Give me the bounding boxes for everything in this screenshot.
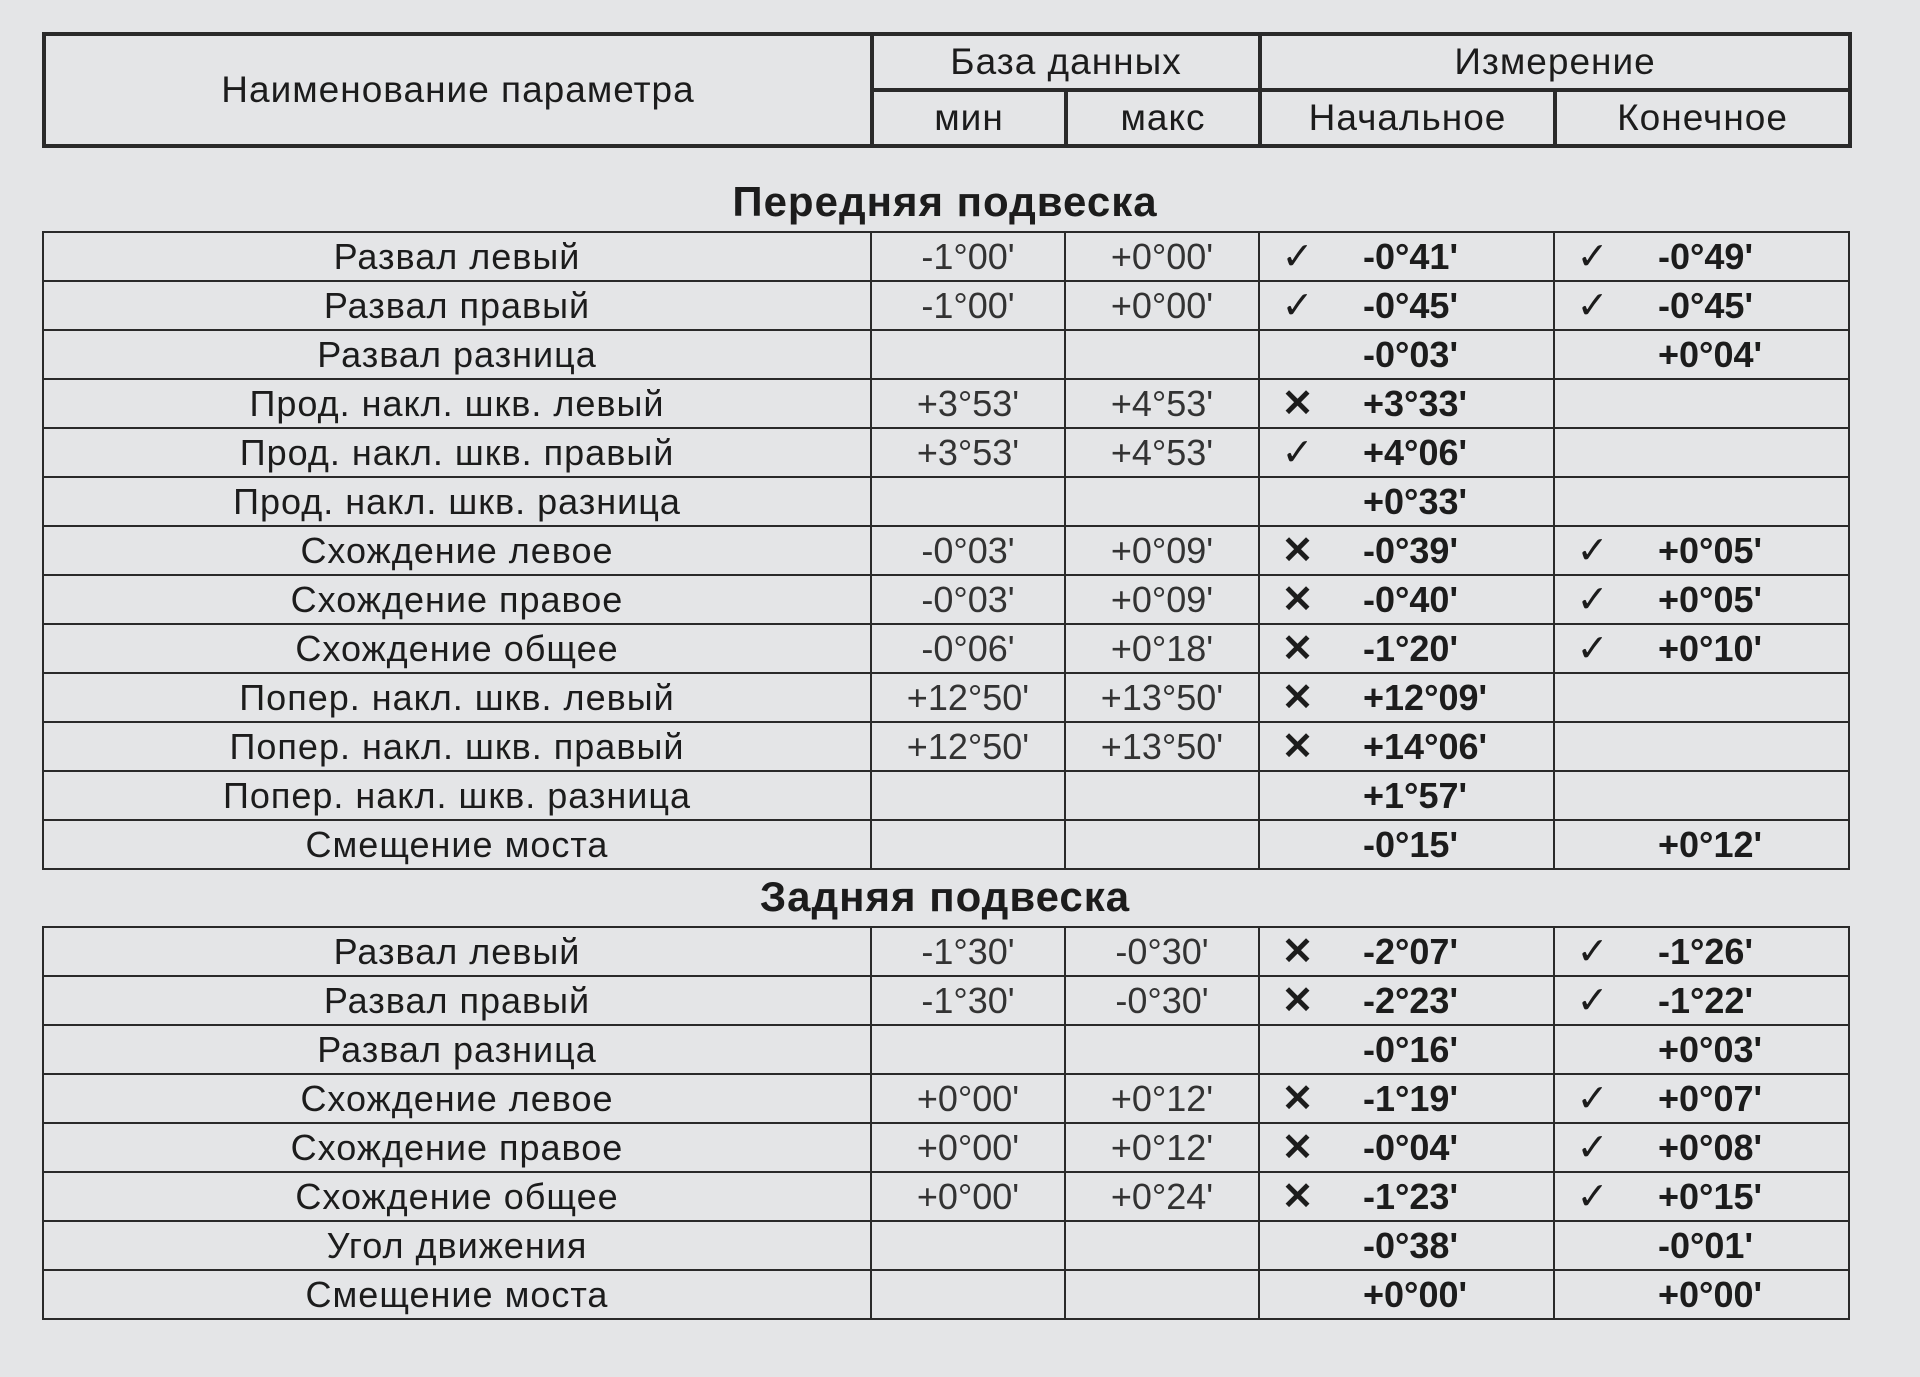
- param-name: Развал левый: [43, 232, 871, 281]
- cross-icon: [1259, 1172, 1335, 1221]
- final-value: [1630, 379, 1849, 428]
- cross-icon: [1259, 976, 1335, 1025]
- db-min-value: +3°53': [871, 379, 1065, 428]
- param-name: Угол движения: [43, 1221, 871, 1270]
- header-database: База данных: [872, 34, 1260, 90]
- check-icon: [1259, 281, 1335, 330]
- final-value: -0°49': [1630, 232, 1849, 281]
- mark-cell: [1554, 722, 1630, 771]
- final-value: [1630, 477, 1849, 526]
- header-final: Конечное: [1555, 90, 1850, 146]
- initial-value: -0°41': [1335, 232, 1554, 281]
- cross-icon: [1259, 927, 1335, 976]
- check-icon: [1554, 281, 1630, 330]
- db-max-value: +0°24': [1065, 1172, 1259, 1221]
- check-icon: [1259, 428, 1335, 477]
- final-value: +0°15': [1630, 1172, 1849, 1221]
- header-initial: Начальное: [1260, 90, 1555, 146]
- cross-icon: [1259, 722, 1335, 771]
- initial-value: +3°33': [1335, 379, 1554, 428]
- mark-cell: [1554, 477, 1630, 526]
- check-icon: [1554, 1123, 1630, 1172]
- initial-value: -0°45': [1335, 281, 1554, 330]
- final-value: -0°01': [1630, 1221, 1849, 1270]
- param-name: Схождение левое: [43, 1074, 871, 1123]
- initial-value: -0°04': [1335, 1123, 1554, 1172]
- front-suspension-table: [42, 231, 1850, 870]
- db-min-value: +3°53': [871, 428, 1065, 477]
- initial-value: -0°16': [1335, 1025, 1554, 1074]
- initial-value: -0°39': [1335, 526, 1554, 575]
- param-name: Прод. накл. шкв. правый: [43, 428, 871, 477]
- check-icon: [1554, 927, 1630, 976]
- cross-icon: [1259, 575, 1335, 624]
- db-min-value: +0°00': [871, 1123, 1065, 1172]
- initial-value: +14°06': [1335, 722, 1554, 771]
- db-min-value: +0°00': [871, 1172, 1065, 1221]
- check-icon: [1259, 232, 1335, 281]
- final-value: +0°00': [1630, 1270, 1849, 1319]
- check-icon: [1554, 232, 1630, 281]
- db-min-value: +12°50': [871, 722, 1065, 771]
- table-row: [43, 976, 1849, 1025]
- check-icon: [1554, 1074, 1630, 1123]
- mark-cell: [1554, 1221, 1630, 1270]
- header-min: мин: [872, 90, 1066, 146]
- table-row: [43, 575, 1849, 624]
- table-row: [43, 1074, 1849, 1123]
- final-value: [1630, 771, 1849, 820]
- header-table: [42, 32, 1852, 148]
- table-row: [43, 526, 1849, 575]
- mark-cell: [1259, 820, 1335, 869]
- db-max-value: +0°00': [1065, 232, 1259, 281]
- db-max-value: +0°00': [1065, 281, 1259, 330]
- param-name: Развал левый: [43, 927, 871, 976]
- mark-cell: [1554, 1025, 1630, 1074]
- db-min-value: +0°00': [871, 1074, 1065, 1123]
- param-name: Попер. накл. шкв. правый: [43, 722, 871, 771]
- final-value: +0°04': [1630, 330, 1849, 379]
- db-max-value: [1065, 1270, 1259, 1319]
- check-icon: [1554, 976, 1630, 1025]
- cross-icon: [1259, 526, 1335, 575]
- final-value: +0°07': [1630, 1074, 1849, 1123]
- db-max-value: [1065, 771, 1259, 820]
- table-row: [43, 927, 1849, 976]
- db-min-value: -1°00': [871, 232, 1065, 281]
- table-row: [43, 379, 1849, 428]
- mark-cell: [1554, 820, 1630, 869]
- check-icon: [1554, 526, 1630, 575]
- param-name: Схождение общее: [43, 624, 871, 673]
- mark-cell: [1259, 1025, 1335, 1074]
- param-name: Прод. накл. шкв. разница: [43, 477, 871, 526]
- cross-icon: [1259, 1123, 1335, 1172]
- param-name: Развал правый: [43, 976, 871, 1025]
- db-min-value: [871, 771, 1065, 820]
- mark-cell: [1554, 1270, 1630, 1319]
- initial-value: -2°07': [1335, 927, 1554, 976]
- db-min-value: [871, 820, 1065, 869]
- param-name: Схождение общее: [43, 1172, 871, 1221]
- table-row: [43, 330, 1849, 379]
- db-min-value: [871, 1221, 1065, 1270]
- cross-icon: [1259, 1074, 1335, 1123]
- final-value: [1630, 722, 1849, 771]
- section-title-rear: Задняя подвеска: [759, 873, 1131, 920]
- initial-value: +12°09': [1335, 673, 1554, 722]
- final-value: [1630, 673, 1849, 722]
- db-max-value: [1065, 1025, 1259, 1074]
- initial-value: -1°19': [1335, 1074, 1554, 1123]
- mark-cell: [1259, 477, 1335, 526]
- final-value: +0°03': [1630, 1025, 1849, 1074]
- db-max-value: +0°09': [1065, 526, 1259, 575]
- initial-value: +0°33': [1335, 477, 1554, 526]
- db-min-value: -0°03': [871, 575, 1065, 624]
- db-max-value: +0°09': [1065, 575, 1259, 624]
- initial-value: -1°20': [1335, 624, 1554, 673]
- db-min-value: [871, 330, 1065, 379]
- table-row: [43, 1270, 1849, 1319]
- table-row: [43, 232, 1849, 281]
- mark-cell: [1554, 673, 1630, 722]
- db-min-value: [871, 1025, 1065, 1074]
- rear-suspension-table: [42, 926, 1850, 1320]
- db-min-value: -0°03': [871, 526, 1065, 575]
- db-max-value: [1065, 1221, 1259, 1270]
- db-min-value: -1°30': [871, 927, 1065, 976]
- initial-value: -0°40': [1335, 575, 1554, 624]
- table-row: [43, 1025, 1849, 1074]
- table-row: [43, 1123, 1849, 1172]
- mark-cell: [1554, 428, 1630, 477]
- param-name: Развал правый: [43, 281, 871, 330]
- param-name: Попер. накл. шкв. разница: [43, 771, 871, 820]
- db-max-value: +4°53': [1065, 379, 1259, 428]
- mark-cell: [1259, 1270, 1335, 1319]
- table-row: [43, 820, 1849, 869]
- param-name: Смещение моста: [43, 1270, 871, 1319]
- mark-cell: [1259, 330, 1335, 379]
- table-row: [43, 673, 1849, 722]
- param-name: Развал разница: [43, 330, 871, 379]
- db-max-value: +4°53': [1065, 428, 1259, 477]
- db-max-value: [1065, 820, 1259, 869]
- param-name: Попер. накл. шкв. левый: [43, 673, 871, 722]
- param-name: Развал разница: [43, 1025, 871, 1074]
- final-value: +0°12': [1630, 820, 1849, 869]
- param-name: Схождение правое: [43, 1123, 871, 1172]
- table-row: [43, 281, 1849, 330]
- cross-icon: [1259, 624, 1335, 673]
- table-row: [43, 722, 1849, 771]
- final-value: +0°08': [1630, 1123, 1849, 1172]
- db-min-value: [871, 477, 1065, 526]
- mark-cell: [1554, 330, 1630, 379]
- cross-icon: [1259, 673, 1335, 722]
- db-max-value: -0°30': [1065, 927, 1259, 976]
- db-max-value: +0°18': [1065, 624, 1259, 673]
- header-max: макс: [1066, 90, 1260, 146]
- table-row: [43, 477, 1849, 526]
- db-max-value: +13°50': [1065, 722, 1259, 771]
- initial-value: -0°15': [1335, 820, 1554, 869]
- table-row: [43, 1172, 1849, 1221]
- initial-value: +4°06': [1335, 428, 1554, 477]
- mark-cell: [1259, 771, 1335, 820]
- db-min-value: [871, 1270, 1065, 1319]
- check-icon: [1554, 1172, 1630, 1221]
- initial-value: +0°00': [1335, 1270, 1554, 1319]
- db-min-value: -1°30': [871, 976, 1065, 1025]
- param-name: Схождение левое: [43, 526, 871, 575]
- mark-cell: [1259, 1221, 1335, 1270]
- db-max-value: +13°50': [1065, 673, 1259, 722]
- mark-cell: [1554, 379, 1630, 428]
- db-max-value: [1065, 477, 1259, 526]
- mark-cell: [1554, 771, 1630, 820]
- final-value: +0°10': [1630, 624, 1849, 673]
- table-row: [43, 1221, 1849, 1270]
- initial-value: -1°23': [1335, 1172, 1554, 1221]
- final-value: +0°05': [1630, 526, 1849, 575]
- final-value: -1°22': [1630, 976, 1849, 1025]
- check-icon: [1554, 624, 1630, 673]
- db-max-value: +0°12': [1065, 1074, 1259, 1123]
- final-value: -1°26': [1630, 927, 1849, 976]
- final-value: +0°05': [1630, 575, 1849, 624]
- table-row: [43, 771, 1849, 820]
- param-name: Смещение моста: [43, 820, 871, 869]
- cross-icon: [1259, 379, 1335, 428]
- header-measurement: Измерение: [1260, 34, 1850, 90]
- header-param: Наименование параметра: [44, 34, 872, 146]
- final-value: [1630, 428, 1849, 477]
- db-min-value: +12°50': [871, 673, 1065, 722]
- initial-value: -0°38': [1335, 1221, 1554, 1270]
- initial-value: -2°23': [1335, 976, 1554, 1025]
- initial-value: +1°57': [1335, 771, 1554, 820]
- table-row: [43, 428, 1849, 477]
- initial-value: -0°03': [1335, 330, 1554, 379]
- section-title-front: Передняя подвеска: [732, 178, 1158, 225]
- db-max-value: [1065, 330, 1259, 379]
- param-name: Прод. накл. шкв. левый: [43, 379, 871, 428]
- table-row: [43, 624, 1849, 673]
- check-icon: [1554, 575, 1630, 624]
- db-max-value: -0°30': [1065, 976, 1259, 1025]
- db-min-value: -1°00': [871, 281, 1065, 330]
- db-max-value: +0°12': [1065, 1123, 1259, 1172]
- param-name: Схождение правое: [43, 575, 871, 624]
- final-value: -0°45': [1630, 281, 1849, 330]
- db-min-value: -0°06': [871, 624, 1065, 673]
